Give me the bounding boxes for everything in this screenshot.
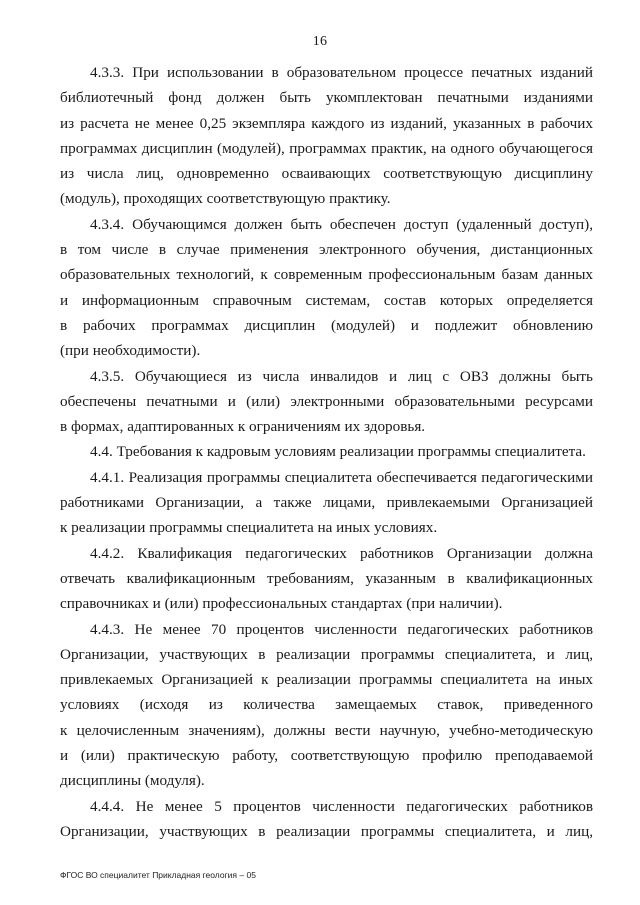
text-line: (модуль), проходящих соответствующую практику. [60,190,391,208]
text-line: в том числе в случае применения электронного обучения, дистанционных [60,241,593,259]
paragraph-4-3-4 [60,212,593,364]
document-body [60,60,593,844]
text-line: программах дисциплин (модулей), программах практик, на одного обучающегося [60,139,593,157]
text-line: 4.4.4. Не менее 5 процентов численности педагогических работников [90,797,593,815]
text-line: дисциплины (модуля). [60,772,205,790]
text-line: 4.4.2. Квалификация педагогических работников Организации должна [90,544,593,562]
paragraph-4-4-1 [60,465,593,541]
text-line: к реализации программы специалитета на иных условиях. [60,519,438,537]
text-line: образовательных технологий, к современным профессиональным базам данных [60,266,593,284]
text-line: из расчета не менее 0,25 экземпляра каждого из изданий, указанных в рабочих [60,114,593,132]
text-line: условиях (исходя из количества замещаемых ставок, приведенного [60,696,593,714]
text-line: 4.4. Требования к кадровым условиям реализации программы специалитета. [90,443,586,461]
document-footer: ФГОС ВО специалитет Прикладная геология – 05 [60,870,256,880]
text-line: из числа лиц, одновременно осваивающих соответствующую дисциплину [60,165,593,183]
paragraph-4-4-3 [60,617,593,794]
text-line: библиотечный фонд должен быть укомплектован печатными изданиями [60,89,593,107]
paragraph-4-4 [60,439,593,464]
text-line: Организации, участвующих в реализации программы специалитета, и лиц, [60,645,593,663]
text-line: 4.3.3. При использовании в образовательном процессе печатных изданий [90,64,593,81]
paragraph-4-4-2 [60,541,593,617]
text-line: и (или) практическую работу, соответствующую профилю преподаваемой [60,747,593,765]
text-line: 4.4.3. Не менее 70 процентов численности педагогических работников [90,620,593,638]
paragraph-4-3-3 [60,60,593,212]
paragraph-4-3-5 [60,364,593,440]
text-line: к целочисленным значениям), должны вести научную, учебно-методическую [60,721,593,739]
text-line: обеспечены печатными и (или) электронными образовательными ресурсами [60,392,593,410]
text-line: 4.3.5. Обучающиеся из числа инвалидов и лиц с ОВЗ должны быть [90,367,593,385]
text-line: 4.3.4. Обучающимся должен быть обеспечен доступ (удаленный доступ), [90,215,593,233]
text-line: 4.4.1. Реализация программы специалитета обеспечивается педагогическими [90,468,593,486]
text-line: и информационным справочным системам, состав которых определяется [60,291,593,309]
text-line: работниками Организации, а также лицами, привлекаемыми Организацией [60,494,593,512]
text-line: привлекаемых Организацией к реализации программы специалитета на иных [60,671,593,689]
text-line: в формах, адаптированных к ограничениям их здоровья. [60,418,426,436]
page-number: 16 [312,34,328,49]
text-line: отвечать квалификационным требованиям, указанным в квалификационных [60,569,593,587]
paragraph-4-4-4 [60,794,593,845]
text-line: (при необходимости). [60,342,201,360]
text-line: в рабочих программах дисциплин (модулей) и подлежит обновлению [60,316,593,334]
text-line: Организации, участвующих в реализации программы специалитета, и лиц, [60,822,593,840]
text-line: справочниках и (или) профессиональных стандартах (при наличии). [60,595,503,613]
